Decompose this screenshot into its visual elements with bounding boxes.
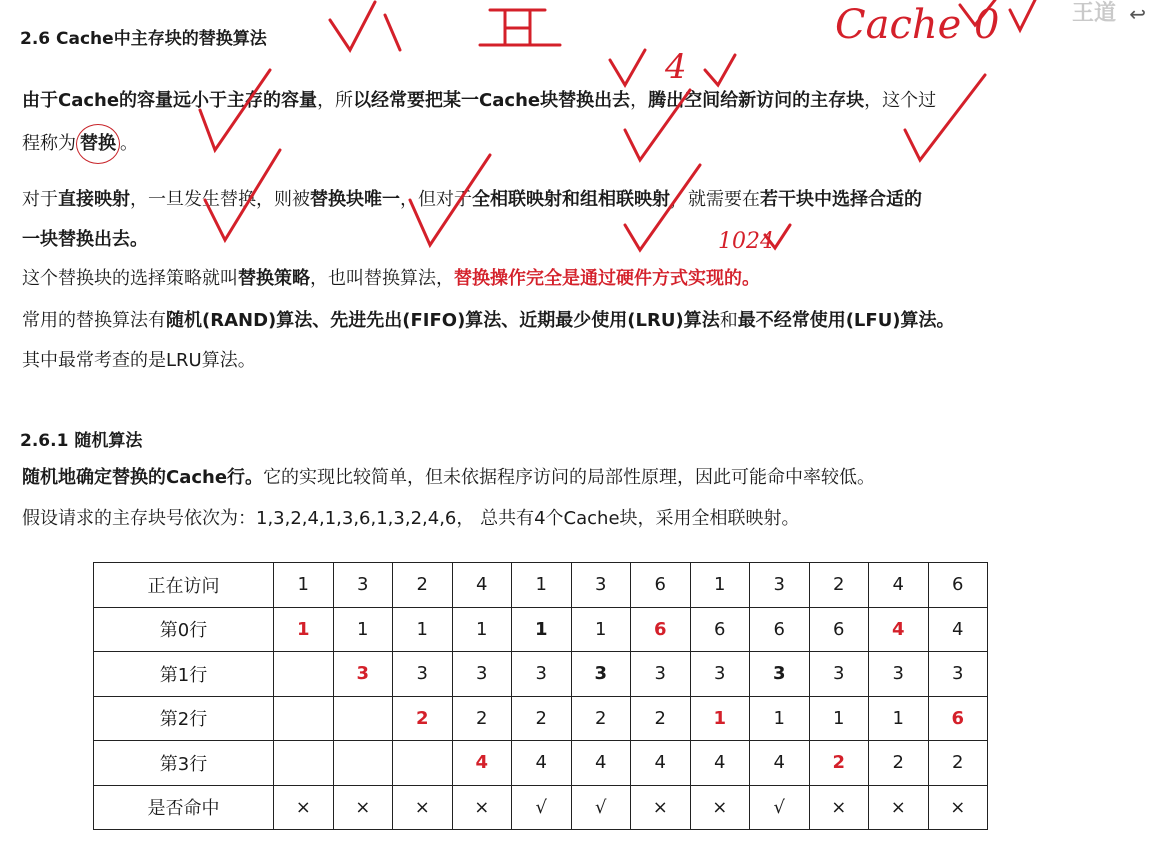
table-cell: √ [750,785,810,830]
table-cell: 6 [631,563,691,608]
text-bold: 由于Cache的容量远小于主存的容量 [22,90,318,111]
table-cell: 4 [571,741,631,786]
table-cell: 4 [928,607,988,652]
table-cell: 3 [750,563,810,608]
text-bold: 以经常要把某一Cache块替换出去 [353,90,631,111]
table-cell: × [393,785,453,830]
table-cell: 1 [690,563,750,608]
text-bold: 全相联映射和组相联映射 [472,189,670,210]
table-cell: 1 [333,607,393,652]
table-cell: √ [512,785,572,830]
table-cell: 1 [571,607,631,652]
row-label: 第0行 [94,607,274,652]
text: ，就需要在 [670,189,760,210]
table-cell [333,696,393,741]
table-cell: 4 [869,563,929,608]
paragraph-direct-mapping-cont [22,221,148,259]
table-cell: 1 [512,563,572,608]
handwritten-note: Cache 0 [835,2,1000,48]
table-cell: 2 [512,696,572,741]
text-bold: 替换块唯一 [310,189,400,210]
row-label: 第1行 [94,652,274,697]
table-cell: 1 [274,607,334,652]
table-cell: 2 [631,696,691,741]
table-cell: 3 [750,652,810,697]
table-cell: 3 [809,652,869,697]
table-cell: 1 [393,607,453,652]
table-cell: 6 [928,696,988,741]
table-cell: × [869,785,929,830]
table-cell [333,741,393,786]
table-cell: × [274,785,334,830]
table-cell: 4 [631,741,691,786]
table-cell: 3 [512,652,572,697]
table-cell: 6 [928,563,988,608]
table-cell: 1 [452,607,512,652]
back-arrow-icon[interactable]: ↩ [1129,2,1146,26]
table-cell: 1 [869,696,929,741]
table-cell: × [928,785,988,830]
table-cell: 2 [869,741,929,786]
table-row [94,785,988,830]
table-cell: 2 [452,696,512,741]
table-cell: 2 [928,741,988,786]
text-bold: 随机地确定替换的Cache行。 [22,467,264,488]
table-cell: 3 [333,563,393,608]
text: 程称为 [22,133,76,154]
text-bold: 替换策略 [238,268,310,289]
text: 它的实现比较简单，但未依据程序访问的局部性原理，因此可能命中率较低。 [263,467,876,488]
row-label: 正在访问 [94,563,274,608]
table-cell: 4 [690,741,750,786]
paragraph-direct-mapping [22,181,922,219]
table-cell [274,652,334,697]
check-mark [330,2,375,50]
check-mark [765,225,790,248]
text-bold: 一块替换出去。 [22,229,148,250]
table-cell: 2 [571,696,631,741]
table-cell: 1 [809,696,869,741]
row-label: 第2行 [94,696,274,741]
table-cell: × [809,785,869,830]
text: 对于 [22,189,58,210]
table-cell: 6 [690,607,750,652]
table-cell: 3 [631,652,691,697]
table-cell: × [452,785,512,830]
table-cell: 3 [571,563,631,608]
table-cell [274,741,334,786]
table-cell: 3 [333,652,393,697]
check-mark [610,50,645,85]
table-cell: 1 [690,696,750,741]
check-mark [1010,0,1035,30]
table-row [94,741,988,786]
row-label: 是否命中 [94,785,274,830]
handwritten-note: 1024 [718,229,774,254]
table-cell: 3 [393,652,453,697]
row-label: 第3行 [94,741,274,786]
table-cell [393,741,453,786]
text: ，所 [317,90,354,111]
section-title: 2.6 Cache中主存块的替换算法 [20,29,267,49]
table-row [94,563,988,608]
text: 常用的替换算法有 [22,310,166,331]
table-cell: 3 [869,652,929,697]
table-row [94,652,988,697]
paragraph-random-algorithm [22,459,875,497]
text-bold: 直接映射 [58,189,130,210]
table-cell: 1 [274,563,334,608]
table-cell: 3 [928,652,988,697]
table-cell: 2 [809,563,869,608]
table-cell: × [690,785,750,830]
table-cell: 4 [869,607,929,652]
text-bold: 最不经常使用(LFU)算法。 [737,310,955,331]
text: 这个替换块的选择策略就叫 [22,268,238,289]
table-row [94,696,988,741]
table-cell: 3 [690,652,750,697]
table-cell: √ [571,785,631,830]
check-mark [705,55,735,85]
table-cell: 4 [750,741,810,786]
text-highlight-red: 替换操作完全是通过硬件方式实现的。 [454,268,760,289]
text: ，一旦发生替换，则被 [130,189,310,210]
text-bold: 腾出空间给新访问的主存块 [648,90,865,111]
text: 。 [120,133,138,154]
paragraph-lru-note: 其中最常考查的是LRU算法。 [22,350,256,371]
paragraph-replacement-definition-cont [22,124,138,164]
text: 和 [719,310,738,331]
table-cell: 3 [571,652,631,697]
text-bold: 随机(RAND)算法、先进先出(FIFO)算法、近期最少使用(LRU)算法 [166,310,720,331]
table-cell: 2 [393,563,453,608]
text: ，这个过 [864,90,937,111]
table-cell: × [333,785,393,830]
table-cell: 4 [452,741,512,786]
text: ，也叫替换算法， [310,268,454,289]
circled-term: 替换 [76,124,120,164]
check-mark [960,0,995,25]
table-cell: 6 [631,607,691,652]
table-cell: 4 [452,563,512,608]
table-cell: 3 [452,652,512,697]
table-cell: 1 [750,696,810,741]
handwritten-glyph [480,10,560,45]
table-cell: 1 [512,607,572,652]
text: ， [630,90,649,111]
paragraph-example-sequence: 假设请求的主存块号依次为：1,3,2,4,1,3,6,1,3,2,4,6， 总共有4个Cache块，采用全相联映射。 [22,508,800,529]
subsection-title: 2.6.1 随机算法 [20,431,143,451]
paragraph-replacement-policy [22,260,760,298]
random-replacement-table [93,562,988,830]
text-bold: 若干块中选择合适的 [760,189,922,210]
handwritten-note: 4 [665,47,687,87]
text: ，但对于 [400,189,472,210]
paragraph-replacement-definition [22,82,936,120]
table-cell: 2 [809,741,869,786]
table-cell: × [631,785,691,830]
check-mark [385,15,400,50]
table-cell: 6 [750,607,810,652]
watermark: 王道 [1071,1,1116,26]
table-cell [274,696,334,741]
table-cell: 4 [512,741,572,786]
table-cell: 6 [809,607,869,652]
table-cell: 2 [393,696,453,741]
paragraph-common-algorithms [22,302,955,340]
table-row [94,607,988,652]
